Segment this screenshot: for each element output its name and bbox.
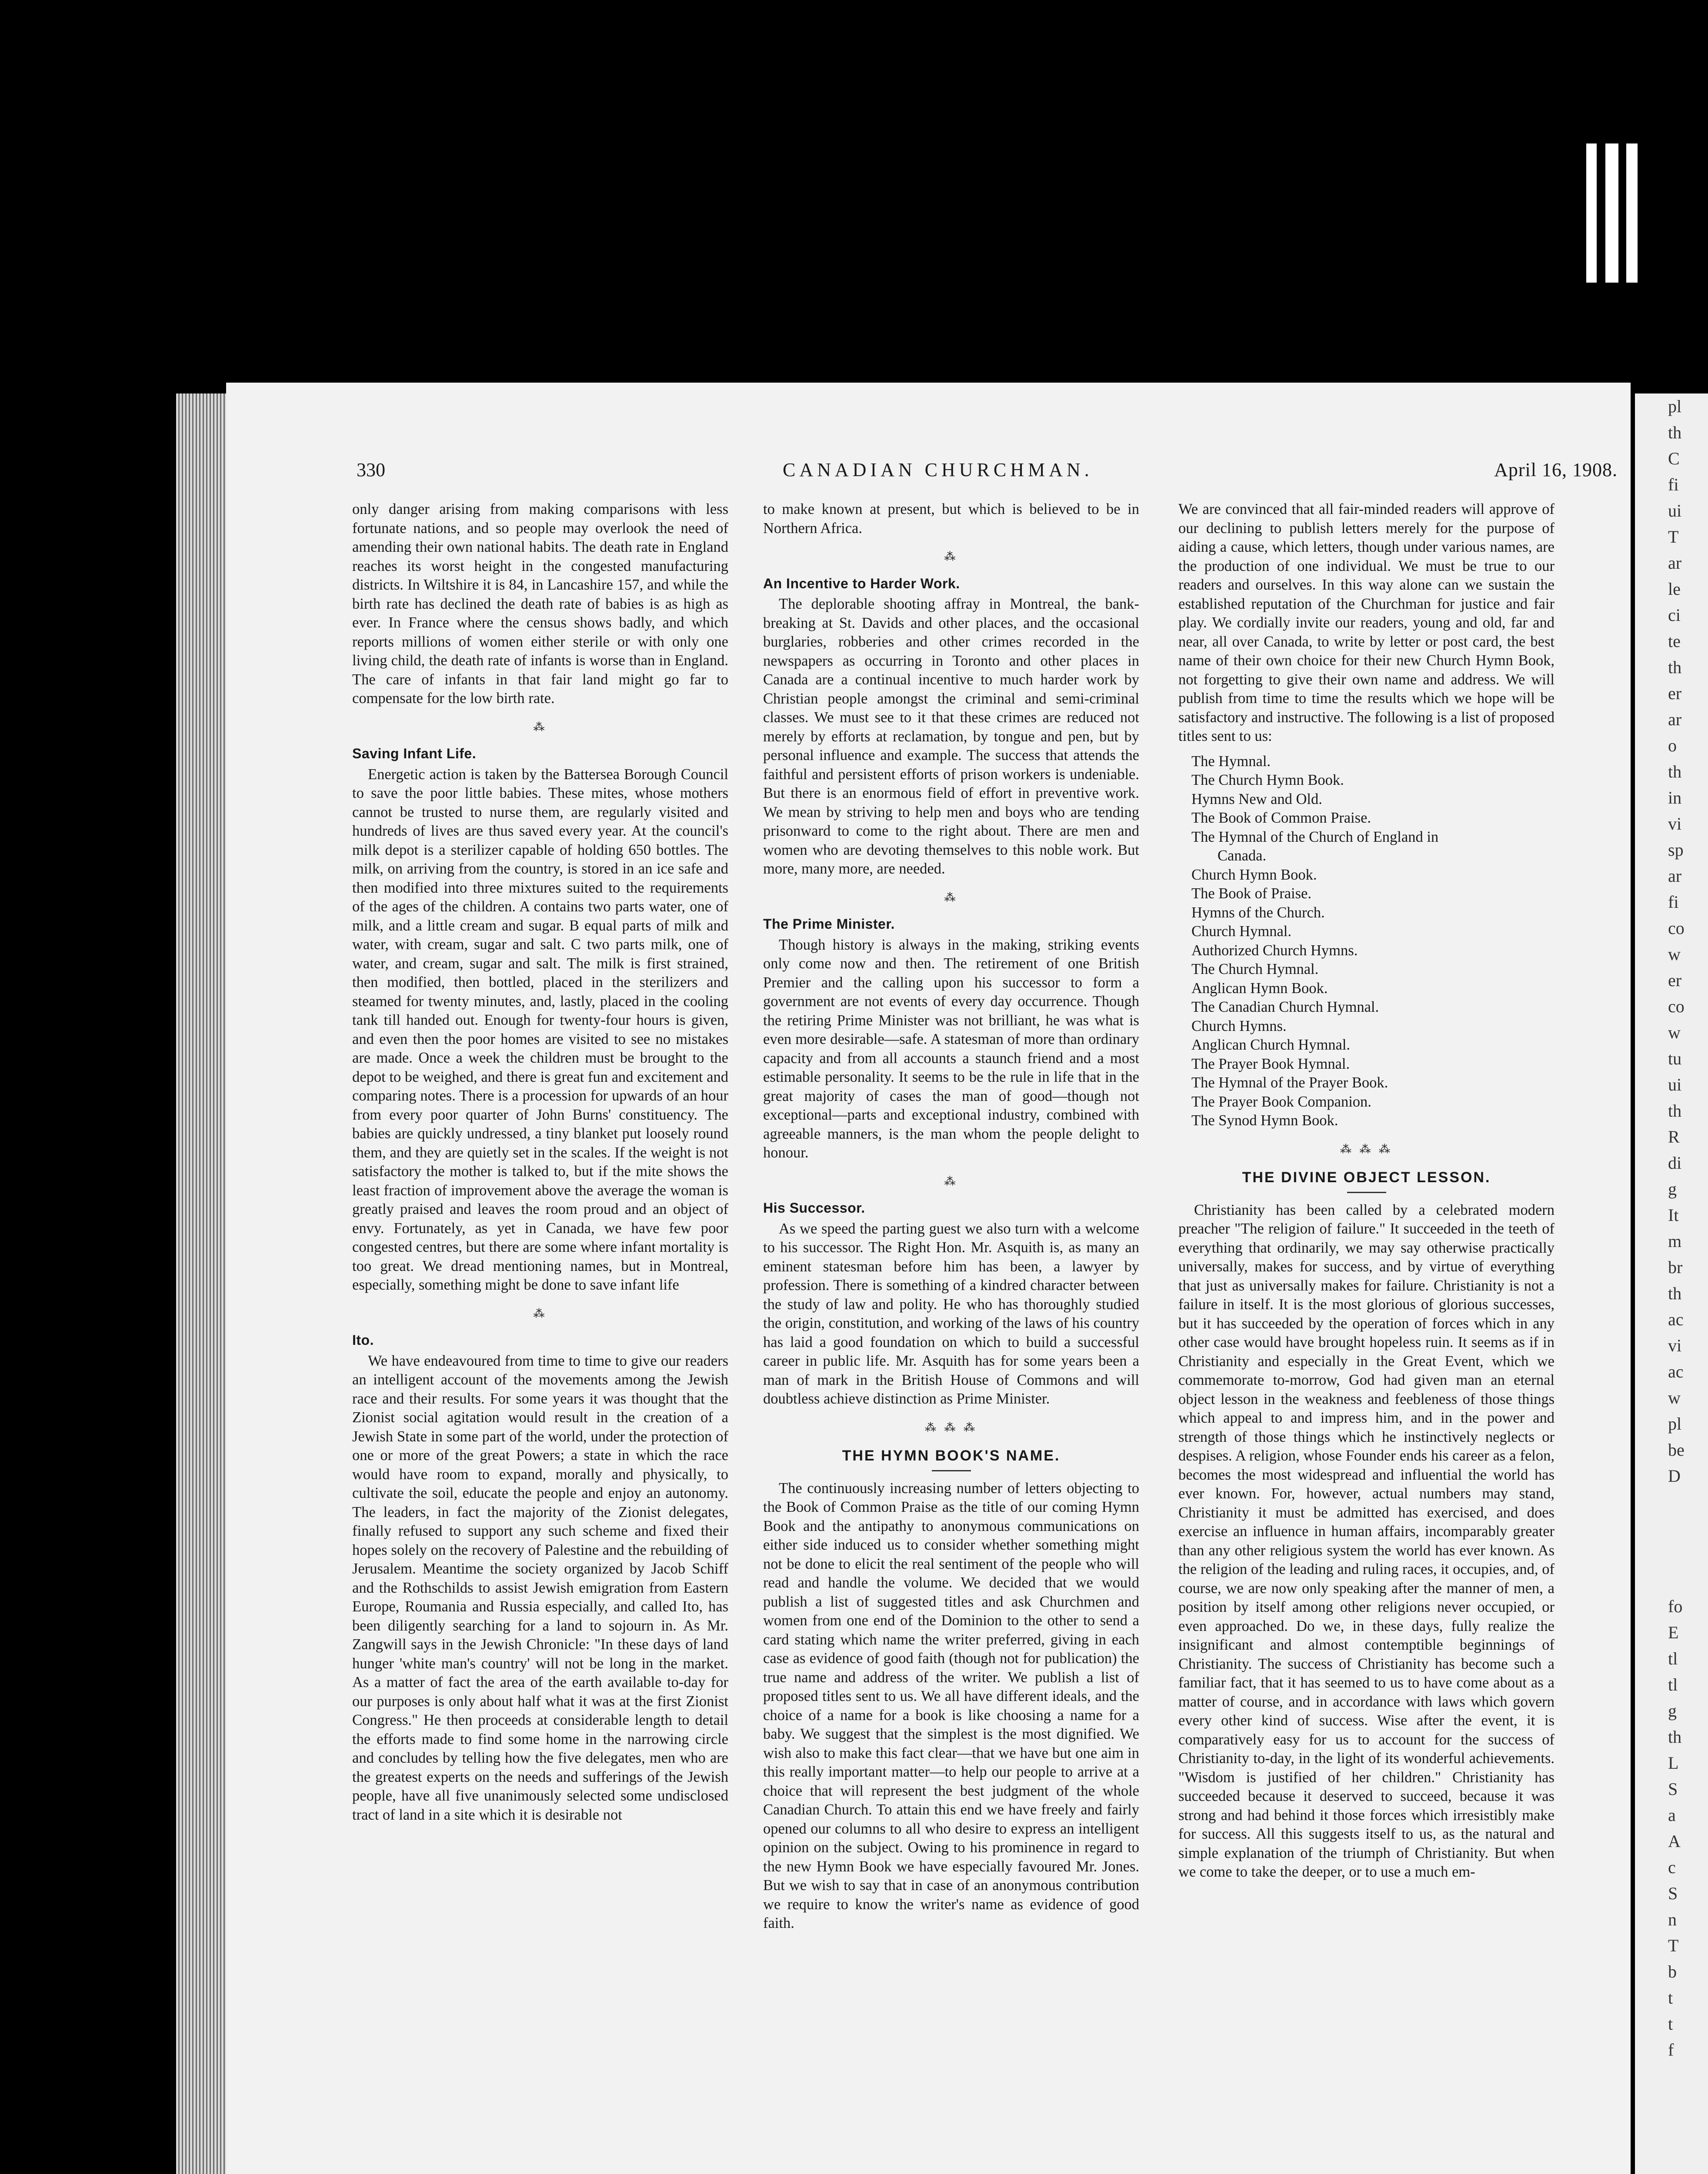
list-item: The Book of Common Praise. [1191,810,1371,826]
next-page-fragment-line: n [1668,1910,1677,1929]
next-page-fragment-line: di [1668,1153,1682,1173]
list-item: Anglican Church Hymnal. [1191,1037,1351,1053]
next-page-fragment-line: ac [1668,1362,1684,1381]
film-strip-top [0,0,1708,11]
article-paragraph: Christianity has been called by a celebrated modern preacher "The religion of failure." It succeeded in the teeth of everything that ordinarily, we may say otherwise practically universally, makes for success, and by virtue of everything that just as universally makes for failure. Christianity is not a failure in itself. It is the most glorious of glorious successes, but it has succeeded by the operation of forces which in any other case would have brought hopeless ruin. It seems as if in Christianity and especially in the Great Event, which we commemorate to-morrow, God had given man an eternal object lesson in the weakness and feebleness of those things which appeal to and impress him, and in the power and strength of those things which he instinctively neglects or despises. A religion, whose Founder ends his career as a felon, becomes the most widespread and influential the world has ever known. For, however, actual numbers may stand, Christianity it must be admitted has exercised, and does exercise an influence in human affairs, incomparably greater than any other religious system the world has ever known. As the religion of the leading and ruling races, it occupies, and, of course, we are now only speaking after the manner of men, a position by itself among other religions never occupied, or even approached. Do we, in these days, fully realize the insignificant and almost contemptible beginnings of Christianity. The success of Christianity has become such a familiar fact, that it has seemed to us to have come about as a matter of course, and in accordance with laws which govern every other kind of success. Wise after the event, it is comparatively easy for us to account for the success of Christianity to-day, in the light of its wonderful achievements. "Wisdom is justified of her children." Christianity has succeeded because it deserved to succeed, because it was strong and had behind it those forces which irresistibly make for success. All this suggests itself to us, as the natural and simple explanation of the triumph of Christianity. But when we come to take the deeper, or to use a much em- [1178,1201,1555,1880]
article-paragraph: only danger arising from making comparisons with less fortunate nations, and so people may overlook the need of amending their own national habits. The death rate in England reaches its worst height in the congested manufacturing districts. In Wiltshire it is 84, in Lancashire 157, and while the birth rate has declined the death rate of babies is as high as ever. In France where the census shows badly, and which reports millions of women either sterile or with only one living child, the death rate of infants is worse than in England. The care of infants in that fair land might go far to compensate for the low birth rate. [352,501,728,707]
next-page-fragment-line: S [1668,1779,1678,1799]
next-page-fragment-line: w [1668,944,1681,964]
list-item: Authorized Church Hymns. [1191,942,1358,959]
next-page-fragment-line: T [1668,1936,1679,1955]
next-page-fragment-line: ar [1668,710,1682,729]
film-marker-top [1586,143,1638,283]
section-ornament: ⁂ [944,891,958,904]
next-page-fragment-line: pl [1668,397,1682,416]
article-paragraph: We are convinced that all fair-minded readers will approve of our declining to publish letters merely for the purpose of aiding a cause, which letters, though under various names, are the production of one individual. We must be true to our readers and ourselves. In this way alone can we sustain the established reputation of the Churchman for justice and fair play. We cordially invite our readers, young and old, far and near, all over Canada, to write by letter or post card, the best name of their own choice for their new Church Hymn Book, not forgetting to give their own name and address. We will publish from time to time the results which we hope will be satisfactory and instructive. The following is a list of proposed titles sent to us: [1178,501,1555,744]
next-page-fragment-line: w [1668,1388,1681,1407]
section-ornament: ⁂ [944,1175,958,1188]
list-item: The Synod Hymn Book. [1191,1112,1338,1129]
next-page-fragment-line: fo [1668,1597,1683,1616]
next-page-fragment-line [1651,1567,1708,1594]
list-item: The Prayer Book Hymnal. [1191,1055,1350,1072]
heading-prime-minister: The Prime Minister. [763,916,895,932]
issue-date: April 16, 1908. [1494,459,1618,480]
next-page-fragment-line [1651,1515,1708,1541]
article-paragraph: Energetic action is taken by the Battersea Borough Council to save the poor little babies. These mites, whose mothers cannot be trusted to nurse them, are regularly visited and hundreds of lives are thus saved every year. At the council's milk depot is a sterilizer capable of holding 650 bottles. The milk, on arriving from the country, is stored in an ice safe and then modified into three mixtures suited to the requirements of the ages of the children. A contains two parts water, one of milk, and a little cream and sugar. B equal parts of milk and water, with cream, sugar and salt. C two parts milk, one of water, and cream, sugar and salt. The milk is first strained, then modified, then bottled, placed in the sterilizers and steamed for twenty minutes, and, lastly, placed in the cooling tank till handed out. Enough for twenty-four hours is given, and even then the poor homes are visited to see no mistakes are made. Once a week the children must be brought to the depot to be weighed, and there is great fun and excitement and comparing notes. There is a procession for upwards of an hour from every poor quarter of John Burns' constituency. The babies are quickly undressed, a tiny blanket put loosely round them, and they are quietly set in the scales. If the weight is not satisfactory the mother is talked to, but if the mite shows the least fraction of improvement above the average the woman is greatly praised and leaves the room proud and an object of envy. Fortunately, as yet in Canada, we have few poor congested centres, but there are some where infant mortality is too great. We dread mentioning names, but in Montreal, especially, something might be done to save infant life [352,766,728,1293]
next-page-fragment-line: ui [1668,501,1682,520]
list-item: Church Hymns. [1191,1017,1287,1034]
heading-saving-infant-life: Saving Infant Life. [352,746,477,761]
section-ornament-triple: ⁂ ⁂ ⁂ [925,1421,977,1434]
next-page-fragment-line: vi [1668,1336,1682,1355]
book-page-edges [176,393,228,2174]
next-page-fragment-line: br [1668,1257,1683,1277]
next-page-fragment-line [1651,1541,1708,1567]
next-page-fragment-line: co [1668,997,1685,1016]
next-page-fragment-line: in [1668,788,1682,807]
page-header [357,459,1618,485]
next-page-fragment-line: T [1668,527,1679,547]
heading-ito: Ito. [352,1332,374,1348]
next-page-fragment-line: tl [1668,1675,1678,1694]
list-item: The Hymnal of the Church of England in [1191,828,1439,845]
list-item-continuation: Canada. [1218,847,1267,864]
next-page-fragment-line: S [1668,1884,1678,1903]
article-paragraph: As we speed the parting guest we also turn with a welcome to his successor. The Right Hon. Mr. Asquith is, as many an eminent statesman before him has been, a lawyer by profession. There is something of a kindred character between the study of law and polity. He who has thoroughly studied the origin, constitution, and working of the laws of his country has laid a good foundation on which to build a successful career in public life. Mr. Asquith has for some years been a man of mark in the British House of Commons and will doubtless achieve distinction as Prime Minister. [763,1220,1139,1407]
next-page-fragment-line: a [1668,1805,1676,1825]
next-page-fragment-line: A [1668,1831,1681,1851]
next-page-fragment-line: th [1668,1101,1682,1120]
article-paragraph: to make known at present, but which is believed to be in Northern Africa. [763,501,1139,537]
next-page-fragment-line: D [1668,1466,1681,1486]
next-page-fragment-line: E [1668,1623,1679,1642]
next-page-fragment-line: ar [1668,553,1682,573]
section-ornament: ⁂ [944,550,958,563]
list-item: The Canadian Church Hymnal. [1191,999,1379,1015]
section-ornament-triple: ⁂ ⁂ ⁂ [1340,1143,1393,1156]
list-item: The Church Hymnal. [1191,961,1319,977]
next-page-fragment-line: ui [1668,1075,1682,1094]
next-page-fragment-line: t [1668,1988,1673,2007]
proposed-titles-list [1178,752,1555,1130]
next-page-fragment-line: sp [1668,840,1684,860]
next-page-fragment-line [1651,1489,1708,1515]
list-item: The Prayer Book Companion. [1191,1093,1371,1110]
next-page-fragment-line: vi [1668,814,1682,834]
article-paragraph: The deplorable shooting affray in Montreal, the bank-breaking at St. Davids and other places, and the occasional burglaries, robberies and other crimes recorded in the newspapers as occurring in Toronto and other places in Canada are a continual incentive to much harder work by Christian people amongst the criminal and semi-criminal classes. We must see to it that these crimes are reduced not merely by efforts at reclamation, by tongue and pen, but by personal influence and example. The success that attends the faithful and persistent efforts of prison workers is undeniable. But there is an enormous field of effort in preventive work. We mean by striving to help men and boys who are tending prisonward to come to the right about. There are men and women who are devoting themselves to this noble work. But more, many more, are needed. [763,596,1139,877]
column-3 [1178,500,1555,1882]
next-page-fragment-line: fi [1668,892,1679,912]
column-2 [763,500,1139,1933]
next-page-fragment-line: R [1668,1127,1680,1147]
next-page-fragment-line: g [1668,1179,1677,1199]
next-page-fragment-line: o [1668,736,1677,755]
next-page-fragment-line: L [1668,1753,1679,1773]
next-page-fragment [1635,393,1708,2174]
next-page-fragment-line: m [1668,1231,1682,1251]
next-page-fragment-line: th [1668,657,1682,677]
next-page-fragment-line: pl [1668,1414,1682,1434]
next-page-fragment-line: be [1668,1440,1685,1460]
heading-hymn-book-name: THE HYMN BOOK'S NAME. [842,1447,1061,1464]
heading-rule [932,1470,971,1471]
list-item: The Hymnal of the Prayer Book. [1191,1074,1388,1091]
next-page-fragment-line: c [1668,1857,1676,1877]
list-item: Church Hymn Book. [1191,866,1317,883]
list-item: The Church Hymn Book. [1191,772,1344,788]
heading-successor: His Successor. [763,1200,865,1216]
column-1 [352,500,728,1824]
next-page-fragment-line: er [1668,970,1682,990]
list-item: The Hymnal. [1191,753,1271,770]
list-item: The Book of Praise. [1191,885,1311,902]
next-page-letters [1635,393,1708,2063]
newspaper-page [226,383,1631,2174]
list-item: Church Hymnal. [1191,923,1291,940]
next-page-fragment-line: t [1668,2014,1673,2034]
article-paragraph: We have endeavoured from time to time to give our readers an intelligent account of the movements among the Jewish race and their results. For some years it was thought that the Zionist social agitation would result in the creation of a Jewish State in some part of the world, under the protection of one or more of the great Powers; a state in which the race would have room to expand, morally and physically, to cultivate the soil, educate the people and enjoy an autonomy. The leaders, in fact the majority of the Zionist delegates, finally refused to support any such scheme and fixed their hopes solely on the recovery of Palestine and the rebuilding of Jerusalem. Meantime the society organized by Jacob Schiff and the Rothschilds to assist Jewish emigration from Eastern Europe, Roumania and Russia especially, and called Ito, has been diligently searching for a land to sojourn in. As Mr. Zangwill says in the Jewish Chronicle: "In these days of land hunger 'white man's country' will not be long in the market. As a matter of fact the area of the earth available to-day for our purposes is only about half what it was at the first Zionist Congress." He then proceeds at considerable length to detail the efforts made to find some home in the narrowing circle and concludes by telling how the five delegates, men who are the greatest experts on the needs and sufferings of the Jewish people, have all five unanimously selected some undisclosed tract of land in a site which it is desirable not [352,1352,728,1823]
next-page-fragment-line: ci [1668,605,1681,625]
next-page-fragment-line: tu [1668,1049,1682,1068]
list-item: Anglican Hymn Book. [1191,980,1328,997]
list-item: Hymns of the Church. [1191,904,1325,921]
list-item: Hymns New and Old. [1191,790,1322,807]
section-ornament: ⁂ [533,1307,547,1320]
masthead: CANADIAN CHURCHMAN. [783,459,1093,480]
next-page-fragment-line: th [1668,1284,1682,1303]
article-paragraph: The continuously increasing number of letters objecting to the Book of Common Praise as the title of our coming Hymn Book and the antipathy to anonymous communications on either side induced us to consider whether something might not be done to elicit the real sentiment of the people who will read and handle the volume. We decided that we would publish a list of suggested titles and ask Churchmen and women from one end of the Dominion to the other to send a card stating which name the writer preferred, giving in each case as evidence of good faith (though not for publication) the true name and address of the writer. We publish a list of proposed titles sent to us. We all have different ideals, and the choice of a name for a book is like choosing a name for a baby. We suggest that the simplest is the most dignified. We wish also to make this fact clear—that we have but one aim in this really important matter—to help our people to arrive at a choice that will represent the best judgment of the whole Canadian Church. To attain this end we have freely and fairly opened our columns to all who desire to express an intelligent opinion on the subject. Owing to his prominence in regard to the new Hymn Book we have especially favoured Mr. Jones. But we wish to say that in case of an anonymous contribution we require to know the writer's name as evidence of good faith. [763,1480,1139,1931]
next-page-fragment-line: le [1668,579,1681,599]
next-page-fragment-line: th [1668,423,1682,442]
next-page-fragment-line: th [1668,1727,1682,1747]
next-page-fragment-line: ar [1668,866,1682,886]
next-page-fragment-line: C [1668,449,1680,468]
article-paragraph: Though history is always in the making, striking events only come now and then. The retirement of one British Premier and the calling upon his successor to form a government are not events of every day occurrence. Though the retiring Prime Minister was not brilliant, he was what is even more desirable—safe. A statesman of more than ordinary capacity and from all accounts a staunch friend and a most estimable personality. It seems to be the rule in life that in the great majority of cases the man of good—though not exceptional—parts and exceptional industry, combined with agreeable manners, is the man whom the people delight to honour. [763,936,1139,1161]
section-ornament: ⁂ [533,720,547,734]
next-page-fragment-line: tl [1668,1649,1678,1668]
next-page-fragment-line: th [1668,762,1682,781]
next-page-fragment-line: f [1668,2040,1674,2060]
next-page-fragment-line: g [1668,1701,1677,1721]
next-page-fragment-line: w [1668,1023,1681,1042]
next-page-fragment-line: co [1668,918,1685,938]
next-page-fragment-line: ac [1668,1310,1684,1329]
heading-divine-object-lesson: THE DIVINE OBJECT LESSON. [1242,1169,1491,1186]
next-page-fragment-line: er [1668,684,1682,703]
next-page-fragment-line: b [1668,1962,1677,1981]
list-item [1191,847,1555,866]
page-number: 330 [357,459,385,480]
next-page-fragment-line: It [1668,1205,1679,1225]
heading-incentive: An Incentive to Harder Work. [763,575,960,591]
next-page-fragment-line: fi [1668,475,1679,494]
heading-rule [1347,1192,1386,1193]
next-page-fragment-line: te [1668,631,1681,651]
